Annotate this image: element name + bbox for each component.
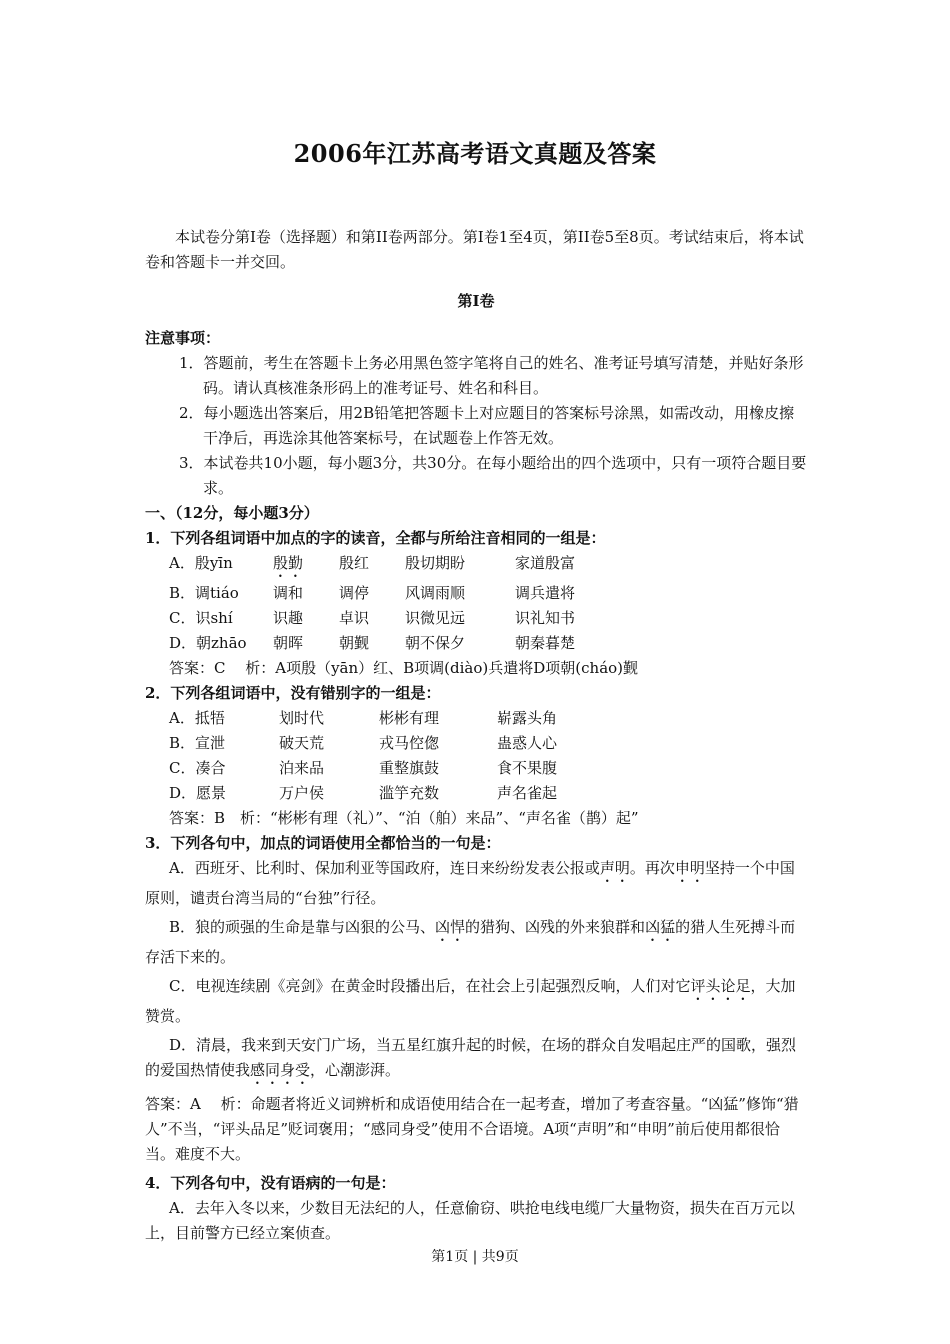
q3-stem: 3．下列各句中，加点的词语使用全都恰当的一句是：	[145, 834, 501, 852]
q3-b-dotted-2: 凶猛	[645, 918, 676, 936]
q1-option-c: C．识shí 识趣 卓识 识微见远 识礼知书	[169, 609, 576, 627]
q3-a-dotted-1: 声明	[599, 859, 630, 877]
q3-option-c: C．电视连续剧《亮剑》在黄金时段播出后，在社会上引起强烈反响，人们对它评头论足，大加赞赏。	[145, 977, 796, 1025]
q3-option-d: D．清晨，我来到天安门广场，当五星红旗升起的时候，在场的群众自发唱起庄严的国歌，强烈的爱国热情使我感同身受，心潮澎湃。	[145, 1036, 797, 1079]
q3-a-dotted-2: 申明	[674, 859, 705, 877]
q3-option-b: B．狼的顽强的生命是靠与凶狠的公马、凶悍的猎狗、凶残的外来狼群和凶猛的猎人生死搏斗而存活下来的。	[145, 918, 796, 966]
q1-option-d: D．朝zhāo 朝晖 朝觐 朝不保夕 朝秦暮楚	[169, 634, 576, 652]
q1-answer: 答案：C 析：A项殷（yān）红、B项调(diào)兵遣将D项朝(cháo)觐	[169, 659, 639, 677]
notice-item-1: 1．答题前，考生在答题卡上务必用黑色签字笔将自己的姓名、准考证号填写清楚，并贴好条形码。请认真核准条形码上的准考证号、姓名和科目。	[179, 354, 804, 397]
q4-option-a: A．去年入冬以来，少数目无法纪的人，任意偷窃、哄抢电线电缆厂大量物资，损失在百万元以上，目前警方已经立案侦查。	[145, 1199, 795, 1242]
q1-option-b: B．调tiáo 调和 调停 风调雨顺 调兵遣将	[169, 584, 576, 602]
q3-option-a: A．西班牙、比利时、保加利亚等国政府，连日来纷纷发表公报或声明。再次申明坚持一个中国原则，谴责台湾当局的“台独”行径。	[145, 859, 795, 907]
q3-answer: 答案：A 析：命题者将近义词辨析和成语使用结合在一起考查，增加了考查容量。“凶猛”修饰“猎人”不当，“评头品足”贬词褒用；“感同身受”使用不合语境。A项“声明”和“申明”前后使用都很恰当。难度不大。	[145, 1095, 799, 1163]
q2-option-c: C．凑合 泊来品 重整旗鼓 食不果腹	[169, 759, 558, 777]
notice-item-3: 3．本试卷共10小题，每小题3分，共30分。在每小题给出的四个选项中，只有一项符合题目要求。	[179, 454, 807, 497]
section-title: 第I卷	[457, 292, 495, 310]
q2-option-a: A．抵牾 划时代 彬彬有理 崭露头角	[169, 709, 558, 727]
q3-b-dotted-1: 凶悍	[435, 918, 466, 936]
q2-stem: 2．下列各组词语中，没有错别字的一组是：	[145, 684, 441, 702]
notice-heading: 注意事项：	[145, 329, 221, 347]
q1-stem: 1．下列各组词语中加点的字的读音，全都与所给注音相同的一组是：	[145, 529, 606, 547]
page-title: 2006年江苏高考语文真题及答案	[293, 139, 657, 168]
intro-paragraph: 本试卷分第I卷（选择题）和第II卷两部分。第I卷1至4页，第II卷5至8页。考试结束后，将本试卷和答题卡一并交回。	[145, 228, 804, 271]
part1-heading: 一、（12分，每小题3分）	[145, 504, 319, 522]
document-body	[145, 225, 807, 1246]
q3-d-dotted-1: 感同身受	[250, 1061, 311, 1079]
q3-c-dotted-1: 评头论足	[690, 977, 751, 995]
q4-stem: 4．下列各句中，没有语病的一句是：	[145, 1174, 396, 1192]
q2-answer: 答案：B 析：“彬彬有理（礼）”、“泊（舶）来品”、“声名雀（鹊）起”	[169, 809, 639, 827]
notice-item-2: 2．每小题选出答案后，用2B铅笔把答题卡上对应题目的答案标号涂黑，如需改动，用橡皮擦干净后，再选涂其他答案标号，在试题卷上作答无效。	[179, 404, 795, 447]
q2-option-b: B．宣泄 破天荒 戎马倥偬 蛊惑人心	[169, 734, 558, 752]
q1-option-a: A．殷yīn 殷勤 殷红 殷切期盼 家道殷富	[169, 554, 576, 572]
page-footer: 第1页 | 共9页	[431, 1249, 519, 1265]
q2-option-d: D．愿景 万户侯 滥竽充数 声名雀起	[169, 784, 558, 802]
